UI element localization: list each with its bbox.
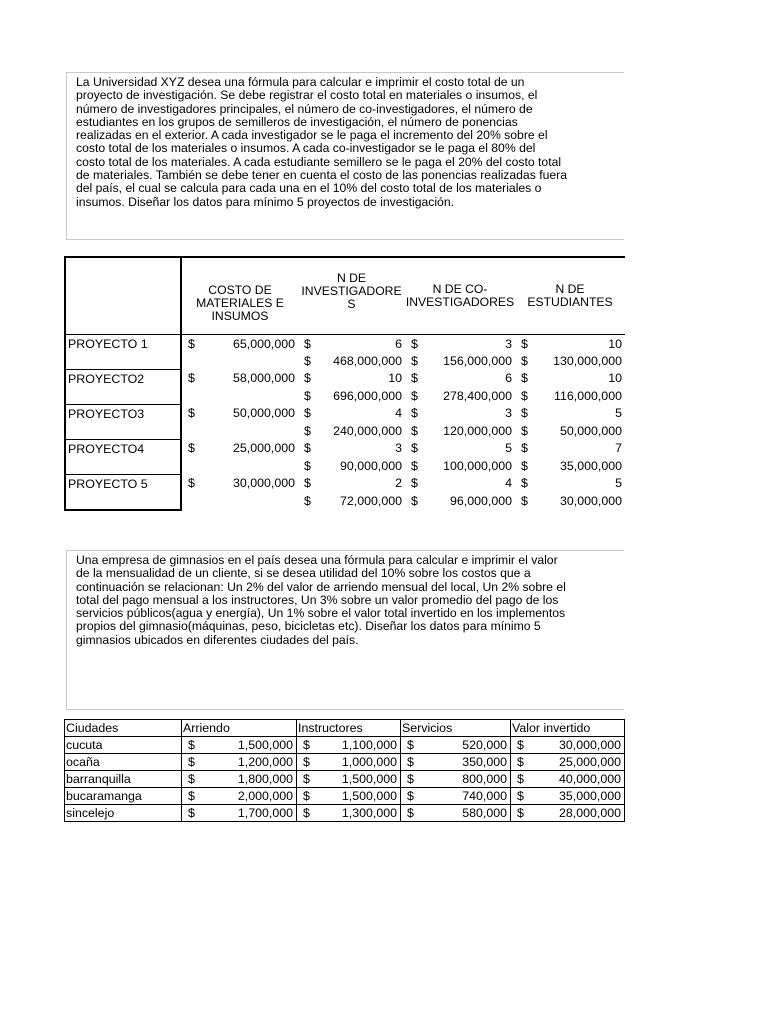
header-arriendo: Arriendo — [182, 720, 297, 737]
instructores-cell — [297, 771, 401, 788]
currency-symbol: $ — [521, 336, 528, 351]
project-name-blank — [65, 352, 181, 370]
coinvestigadores-cell — [405, 405, 515, 423]
currency-symbol: $ — [188, 371, 195, 386]
header-servicios: Servicios — [401, 720, 511, 737]
estudiantes-cell — [515, 475, 625, 493]
coinvestigadores-total-cell — [405, 457, 515, 475]
project-row — [65, 335, 625, 353]
amount: 3 — [395, 441, 402, 456]
materiales-cell — [181, 335, 298, 353]
instructores-cell — [297, 788, 401, 805]
header-coinvestigadores: N DE CO-INVESTIGADORES — [405, 257, 515, 335]
header-investigadores: N DE INVESTIGADORE S — [298, 257, 405, 335]
investigadores-total-cell — [298, 492, 405, 510]
city-name: sincelejo — [65, 805, 182, 822]
currency-symbol: $ — [304, 458, 311, 473]
valor-invertido-cell — [511, 737, 625, 754]
currency-symbol: $ — [188, 772, 195, 786]
materiales-cell — [181, 405, 298, 423]
project-name-blank — [65, 422, 181, 440]
research-projects-table — [64, 256, 625, 511]
valor-invertido-cell — [511, 805, 625, 822]
gym-costs-table — [64, 719, 625, 822]
currency-symbol: $ — [304, 476, 311, 491]
amount: 5 — [615, 406, 622, 421]
currency-symbol: $ — [411, 336, 418, 351]
currency-symbol: $ — [517, 789, 524, 803]
problem2-text: Una empresa de gimnasios en el país desea una fórmula para calcular e imprimir el valor de la mensualidad de un cliente, si se desea utilidad del 10% sobre los costos que a continuación se relacionan: Un 2% del valor de arriendo mensual del local, Un 2% sobre el total del pago mensual a los instructores, Un 3% sobre un valor promedio del pago de los servicios públicos(agua y energía), Un 1% sobre el valor total invertido en los implementos propios del gimnasio(máquinas, peso, bicicletas etc). Diseñar los datos para mínimo 5 gimnasios ubicados en diferentes ciudades del país. — [76, 553, 566, 647]
gym-row — [65, 737, 625, 754]
amount: 1,200,000 — [237, 755, 293, 769]
header-valor-invertido: Valor invertido — [511, 720, 625, 737]
amount: 58,000,000 — [232, 371, 295, 386]
amount: 6 — [395, 336, 402, 351]
gym-row — [65, 788, 625, 805]
currency-symbol: $ — [303, 738, 310, 752]
estudiantes-total-cell — [515, 387, 625, 405]
currency-symbol: $ — [411, 423, 418, 438]
amount: 3 — [505, 336, 512, 351]
currency-symbol: $ — [188, 738, 195, 752]
investigadores-cell — [298, 370, 405, 388]
amount: 96,000,000 — [449, 494, 512, 508]
materiales-cell — [181, 475, 298, 493]
amount: 100,000,000 — [443, 458, 512, 473]
amount: 3 — [505, 406, 512, 421]
estudiantes-cell — [515, 335, 625, 353]
materiales-blank — [181, 422, 298, 440]
coinvestigadores-total-cell — [405, 422, 515, 440]
amount: 1,700,000 — [237, 806, 293, 820]
coinvestigadores-cell — [405, 370, 515, 388]
amount: 72,000,000 — [339, 494, 402, 508]
investigadores-cell — [298, 440, 405, 458]
currency-symbol: $ — [517, 772, 524, 786]
city-name: cucuta — [65, 737, 182, 754]
amount: 2,000,000 — [237, 789, 293, 803]
servicios-cell — [401, 737, 511, 754]
project-totals-row — [65, 387, 625, 405]
currency-symbol: $ — [517, 755, 524, 769]
materiales-blank — [181, 457, 298, 475]
amount: 800,000 — [462, 772, 507, 786]
amount: 10 — [608, 336, 622, 351]
project-totals-row — [65, 422, 625, 440]
arriendo-cell — [182, 737, 297, 754]
arriendo-cell — [182, 754, 297, 771]
coinvestigadores-cell — [405, 475, 515, 493]
currency-symbol: $ — [411, 458, 418, 473]
amount: 1,500,000 — [341, 772, 397, 786]
instructores-cell — [297, 805, 401, 822]
materiales-cell — [181, 440, 298, 458]
investigadores-cell — [298, 335, 405, 353]
project-name-blank — [65, 492, 181, 510]
currency-symbol: $ — [188, 755, 195, 769]
currency-symbol: $ — [521, 458, 528, 473]
amount: 1,500,000 — [237, 738, 293, 752]
materiales-cell — [181, 370, 298, 388]
estudiantes-total-cell — [515, 457, 625, 475]
city-name: ocaña — [65, 754, 182, 771]
valor-invertido-cell — [511, 771, 625, 788]
amount: 1,800,000 — [237, 772, 293, 786]
currency-symbol: $ — [521, 353, 528, 368]
currency-symbol: $ — [517, 806, 524, 820]
amount: 7 — [615, 441, 622, 456]
project-name: PROYECTO4 — [65, 440, 181, 458]
servicios-cell — [401, 788, 511, 805]
amount: 90,000,000 — [339, 458, 402, 473]
header-materiales: COSTO DE MATERIALES E INSUMOS — [181, 257, 298, 335]
investigadores-cell — [298, 405, 405, 423]
problem1-textbox — [66, 72, 624, 240]
project-row — [65, 405, 625, 423]
project-name: PROYECTO3 — [65, 405, 181, 423]
amount: 65,000,000 — [232, 336, 295, 351]
currency-symbol: $ — [188, 476, 195, 491]
currency-symbol: $ — [407, 789, 414, 803]
project-row — [65, 475, 625, 493]
problem2-textbox — [66, 550, 624, 710]
currency-symbol: $ — [521, 388, 528, 403]
estudiantes-cell — [515, 405, 625, 423]
coinvestigadores-cell — [405, 440, 515, 458]
investigadores-total-cell — [298, 457, 405, 475]
city-name: barranquilla — [65, 771, 182, 788]
currency-symbol: $ — [188, 406, 195, 421]
currency-symbol: $ — [521, 441, 528, 456]
amount: 28,000,000 — [558, 806, 621, 820]
amount: 1,000,000 — [341, 755, 397, 769]
amount: 696,000,000 — [333, 388, 402, 403]
amount: 240,000,000 — [333, 423, 402, 438]
currency-symbol: $ — [411, 494, 418, 508]
arriendo-cell — [182, 805, 297, 822]
currency-symbol: $ — [411, 371, 418, 386]
amount: 40,000,000 — [558, 772, 621, 786]
header-ciudades: Ciudades — [65, 720, 182, 737]
amount: 6 — [505, 371, 512, 386]
currency-symbol: $ — [188, 789, 195, 803]
currency-symbol: $ — [407, 738, 414, 752]
servicios-cell — [401, 754, 511, 771]
project-totals-row — [65, 352, 625, 370]
currency-symbol: $ — [303, 789, 310, 803]
currency-symbol: $ — [304, 406, 311, 421]
estudiantes-total-cell — [515, 352, 625, 370]
currency-symbol: $ — [517, 738, 524, 752]
project-row — [65, 370, 625, 388]
amount: 35,000,000 — [558, 789, 621, 803]
estudiantes-cell — [515, 440, 625, 458]
amount: 1,300,000 — [341, 806, 397, 820]
valor-invertido-cell — [511, 754, 625, 771]
amount: 468,000,000 — [333, 353, 402, 368]
currency-symbol: $ — [303, 772, 310, 786]
amount: 520,000 — [462, 738, 507, 752]
project-name-blank — [65, 387, 181, 405]
amount: 25,000,000 — [232, 441, 295, 456]
currency-symbol: $ — [407, 755, 414, 769]
amount: 350,000 — [462, 755, 507, 769]
servicios-cell — [401, 805, 511, 822]
currency-symbol: $ — [304, 494, 311, 508]
currency-symbol: $ — [521, 406, 528, 421]
amount: 1,100,000 — [341, 738, 397, 752]
problem1-text: La Universidad XYZ desea una fórmula para calcular e imprimir el costo total de un proyecto de investigación. Se debe registrar el costo total en materiales o insumos, el número de investigadores principales, el número de co-investigadores, el número de estudiantes en los grupos de semilleros de investigación, el número de ponencias realizadas en el exterior. A cada investigador se le paga el incremento del 20% sobre el costo total de los materiales o insumos. A cada co-investigador se le paga el 80% del costo total de los materiales. A cada estudiante semillero se le paga el 20% del costo total de materiales. También se debe tener en cuenta el costo de las ponencias realizadas fuera del país, el cual se calcula para cada una en el 10% del costo total de los materiales o insumos. Diseñar los datos para mínimo 5 proyectos de investigación. — [76, 75, 567, 209]
amount: 278,400,000 — [443, 388, 512, 403]
amount: 740,000 — [462, 789, 507, 803]
currency-symbol: $ — [304, 388, 311, 403]
currency-symbol: $ — [303, 755, 310, 769]
currency-symbol: $ — [521, 371, 528, 386]
amount: 10 — [608, 371, 622, 386]
arriendo-cell — [182, 771, 297, 788]
amount: 4 — [395, 406, 402, 421]
project-row — [65, 440, 625, 458]
arriendo-cell — [182, 788, 297, 805]
materiales-blank — [181, 492, 298, 510]
instructores-cell — [297, 754, 401, 771]
project-name: PROYECTO2 — [65, 370, 181, 388]
currency-symbol: $ — [188, 806, 195, 820]
amount: 5 — [615, 476, 622, 491]
currency-symbol: $ — [407, 806, 414, 820]
amount: 580,000 — [462, 806, 507, 820]
amount: 156,000,000 — [443, 353, 512, 368]
amount: 35,000,000 — [559, 458, 622, 473]
investigadores-total-cell — [298, 352, 405, 370]
amount: 130,000,000 — [553, 353, 622, 368]
materiales-blank — [181, 387, 298, 405]
currency-symbol: $ — [521, 494, 528, 508]
header-instructores: Instructores — [297, 720, 401, 737]
currency-symbol: $ — [411, 476, 418, 491]
coinvestigadores-total-cell — [405, 492, 515, 510]
amount: 30,000,000 — [232, 476, 295, 491]
investigadores-total-cell — [298, 422, 405, 440]
amount: 50,000,000 — [559, 423, 622, 438]
currency-symbol: $ — [411, 406, 418, 421]
currency-symbol: $ — [188, 441, 195, 456]
gym-row — [65, 805, 625, 822]
currency-symbol: $ — [304, 353, 311, 368]
coinvestigadores-cell — [405, 335, 515, 353]
amount: 30,000,000 — [558, 738, 621, 752]
coinvestigadores-total-cell — [405, 387, 515, 405]
currency-symbol: $ — [411, 353, 418, 368]
amount: 1,500,000 — [341, 789, 397, 803]
amount: 4 — [505, 476, 512, 491]
project-name: PROYECTO 1 — [65, 335, 181, 353]
coinvestigadores-total-cell — [405, 352, 515, 370]
amount: 30,000,000 — [559, 494, 622, 508]
project-totals-row — [65, 492, 625, 510]
header-blank — [65, 257, 181, 335]
amount: 120,000,000 — [443, 423, 512, 438]
currency-symbol: $ — [304, 441, 311, 456]
currency-symbol: $ — [521, 476, 528, 491]
amount: 50,000,000 — [232, 406, 295, 421]
estudiantes-total-cell — [515, 422, 625, 440]
estudiantes-total-cell — [515, 492, 625, 510]
materiales-blank — [181, 352, 298, 370]
currency-symbol: $ — [304, 371, 311, 386]
amount: 10 — [388, 371, 402, 386]
project-name-blank — [65, 457, 181, 475]
gym-row — [65, 754, 625, 771]
amount: 25,000,000 — [558, 755, 621, 769]
city-name: bucaramanga — [65, 788, 182, 805]
amount: 116,000,000 — [554, 388, 622, 403]
currency-symbol: $ — [304, 423, 311, 438]
currency-symbol: $ — [411, 388, 418, 403]
currency-symbol: $ — [303, 806, 310, 820]
servicios-cell — [401, 771, 511, 788]
header-estudiantes: N DE ESTUDIANTES — [515, 257, 625, 335]
gym-row — [65, 771, 625, 788]
currency-symbol: $ — [188, 336, 195, 351]
currency-symbol: $ — [407, 772, 414, 786]
project-name: PROYECTO 5 — [65, 475, 181, 493]
investigadores-cell — [298, 475, 405, 493]
instructores-cell — [297, 737, 401, 754]
amount: 5 — [505, 441, 512, 456]
investigadores-total-cell — [298, 387, 405, 405]
estudiantes-cell — [515, 370, 625, 388]
project-totals-row — [65, 457, 625, 475]
currency-symbol: $ — [521, 423, 528, 438]
currency-symbol: $ — [411, 441, 418, 456]
currency-symbol: $ — [304, 336, 311, 351]
amount: 2 — [395, 476, 402, 491]
valor-invertido-cell — [511, 788, 625, 805]
